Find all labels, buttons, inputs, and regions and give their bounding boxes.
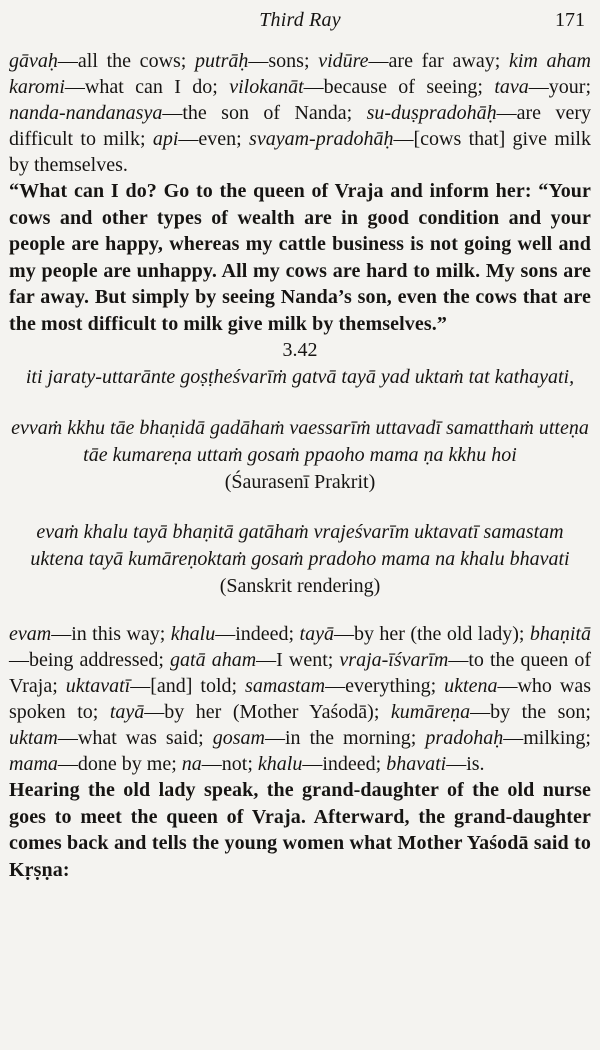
gloss-text: —done by me; (57, 753, 182, 775)
sanskrit-term: tayā (109, 701, 145, 723)
sanskrit-term: tava (494, 76, 529, 98)
sanskrit-term: gatā aham (170, 649, 257, 671)
gloss-text: —are very difficult to milk; (9, 102, 591, 150)
prakrit-verse-attribution: (Śaurasenī Prakrit) (224, 471, 376, 493)
sanskrit-term: uktena (444, 675, 498, 697)
gloss-text: —indeed; (215, 623, 300, 645)
gloss-text: —all the cows; (57, 50, 196, 72)
sanskrit-term: vilokanāt (229, 76, 304, 98)
gloss-text: —what was said; (57, 727, 213, 749)
sanskrit-term: tayā (299, 623, 334, 645)
sanskrit-term: api (152, 128, 179, 150)
gloss-text: —by her (Mother Yaśodā); (144, 701, 391, 723)
verse-intro-line: iti jaraty-uttarānte goṣṭheśvarīṁ gatvā tayā yad uktaṁ tat kathayati, (25, 366, 575, 388)
gloss-text: —milking; (503, 727, 591, 749)
sanskrit-term: svayam-pradohāḥ (249, 128, 394, 150)
sanskrit-term: vidūre (318, 50, 369, 72)
gloss-text: —indeed; (302, 753, 387, 775)
sanskrit-term: putrāḥ (195, 50, 249, 72)
sanskrit-term: kumāreṇa (390, 701, 471, 723)
gloss-text: —everything; (325, 675, 445, 697)
prakrit-verse-block (9, 415, 591, 496)
sanskrit-term: uktam (9, 727, 58, 749)
sanskrit-term: kim aham karomi (9, 50, 591, 98)
translation-paragraph-2: Hearing the old lady speak, the grand-daughter of the old nurse goes to meet the queen of Vraja. Afterward, the grand-daughter comes back and tells the young women what Mother Yaśodā said to Kṛṣṇa: (9, 779, 591, 881)
gloss-text: —by her (the old lady); (333, 623, 530, 645)
gloss-text: —in the morning; (264, 727, 426, 749)
sanskrit-term: pradohaḥ (425, 727, 504, 749)
sanskrit-term: vraja-īśvarīm (339, 649, 449, 671)
gloss-text: —is. (446, 753, 485, 775)
sanskrit-term: gosam (212, 727, 265, 749)
sanskrit-term: bhaṇitā (529, 623, 591, 645)
gloss-text: —are far away; (368, 50, 509, 72)
sanskrit-term: mama (9, 753, 58, 775)
sanskrit-term: su-duṣpradohāḥ (366, 102, 497, 124)
verse-block-342 (9, 337, 591, 391)
gloss-text: —by the son; (470, 701, 591, 723)
gloss-text: —being addressed; (9, 649, 171, 671)
gloss-text: —to the queen of Vraja; (9, 649, 591, 697)
word-meanings-paragraph-1 (9, 48, 591, 178)
gloss-text: —even; (178, 128, 250, 150)
sanskrit-term: khalu (170, 623, 216, 645)
gloss-text: —sons; (248, 50, 319, 72)
gloss-text: —the son of Nanda; (162, 102, 367, 124)
sanskrit-verse-text: evaṁ khalu tayā bhaṇitā gatāhaṁ vrajeśvarīm uktavatī samastam uktena tayā kumāreṇoktaṁ gosaṁ pradoho mama na khalu bhavati (30, 521, 570, 570)
sanskrit-verse-block (9, 519, 591, 600)
running-title: Third Ray (259, 9, 341, 31)
gloss-text: —I went; (256, 649, 340, 671)
sanskrit-term: evam (9, 623, 52, 645)
gloss-text: —what can I do; (64, 76, 230, 98)
sanskrit-verse-attribution: (Sanskrit rendering) (219, 575, 381, 597)
gloss-text: —in this way; (51, 623, 171, 645)
word-meanings-paragraph-2 (9, 621, 591, 777)
gloss-text: —your; (528, 76, 591, 98)
sanskrit-term: gāvaḥ (9, 50, 58, 72)
page-number: 171 (555, 9, 585, 31)
verse-number: 3.42 (282, 339, 318, 361)
sanskrit-term: nanda-nandanasya (9, 102, 163, 124)
gloss-text: —who was spoken to; (9, 675, 591, 723)
gloss-text: —[cows that] give milk by themselves. (9, 128, 591, 176)
gloss-text: —not; (201, 753, 258, 775)
gloss-text: —because of seeing; (303, 76, 495, 98)
sanskrit-term: bhavati (386, 753, 447, 775)
translation-paragraph-1: “What can I do? Go to the queen of Vraja and inform her: “Your cows and other types of wealth are in good condition and your people are happy, whereas my cattle business is not going well and my people are unhappy. All my cows are hard to milk. My sons are far away. But simply by seeing Nanda’s son, even the cows that are the most difficult to milk give milk by themselves.” (9, 180, 591, 335)
page-header (9, 8, 591, 32)
sanskrit-term: uktavatī (65, 675, 131, 697)
gloss-text: —[and] told; (130, 675, 246, 697)
prakrit-verse-text: evvaṁ kkhu tāe bhaṇidā gadāhaṁ vaessarīṁ uttavadī samatthaṁ utteṇa tāe kumareṇa uttaṁ gosaṁ ppaoho mama ṇa kkhu hoi (11, 417, 589, 466)
sanskrit-term: na (181, 753, 202, 775)
sanskrit-term: samastam (245, 675, 326, 697)
sanskrit-term: khalu (257, 753, 303, 775)
